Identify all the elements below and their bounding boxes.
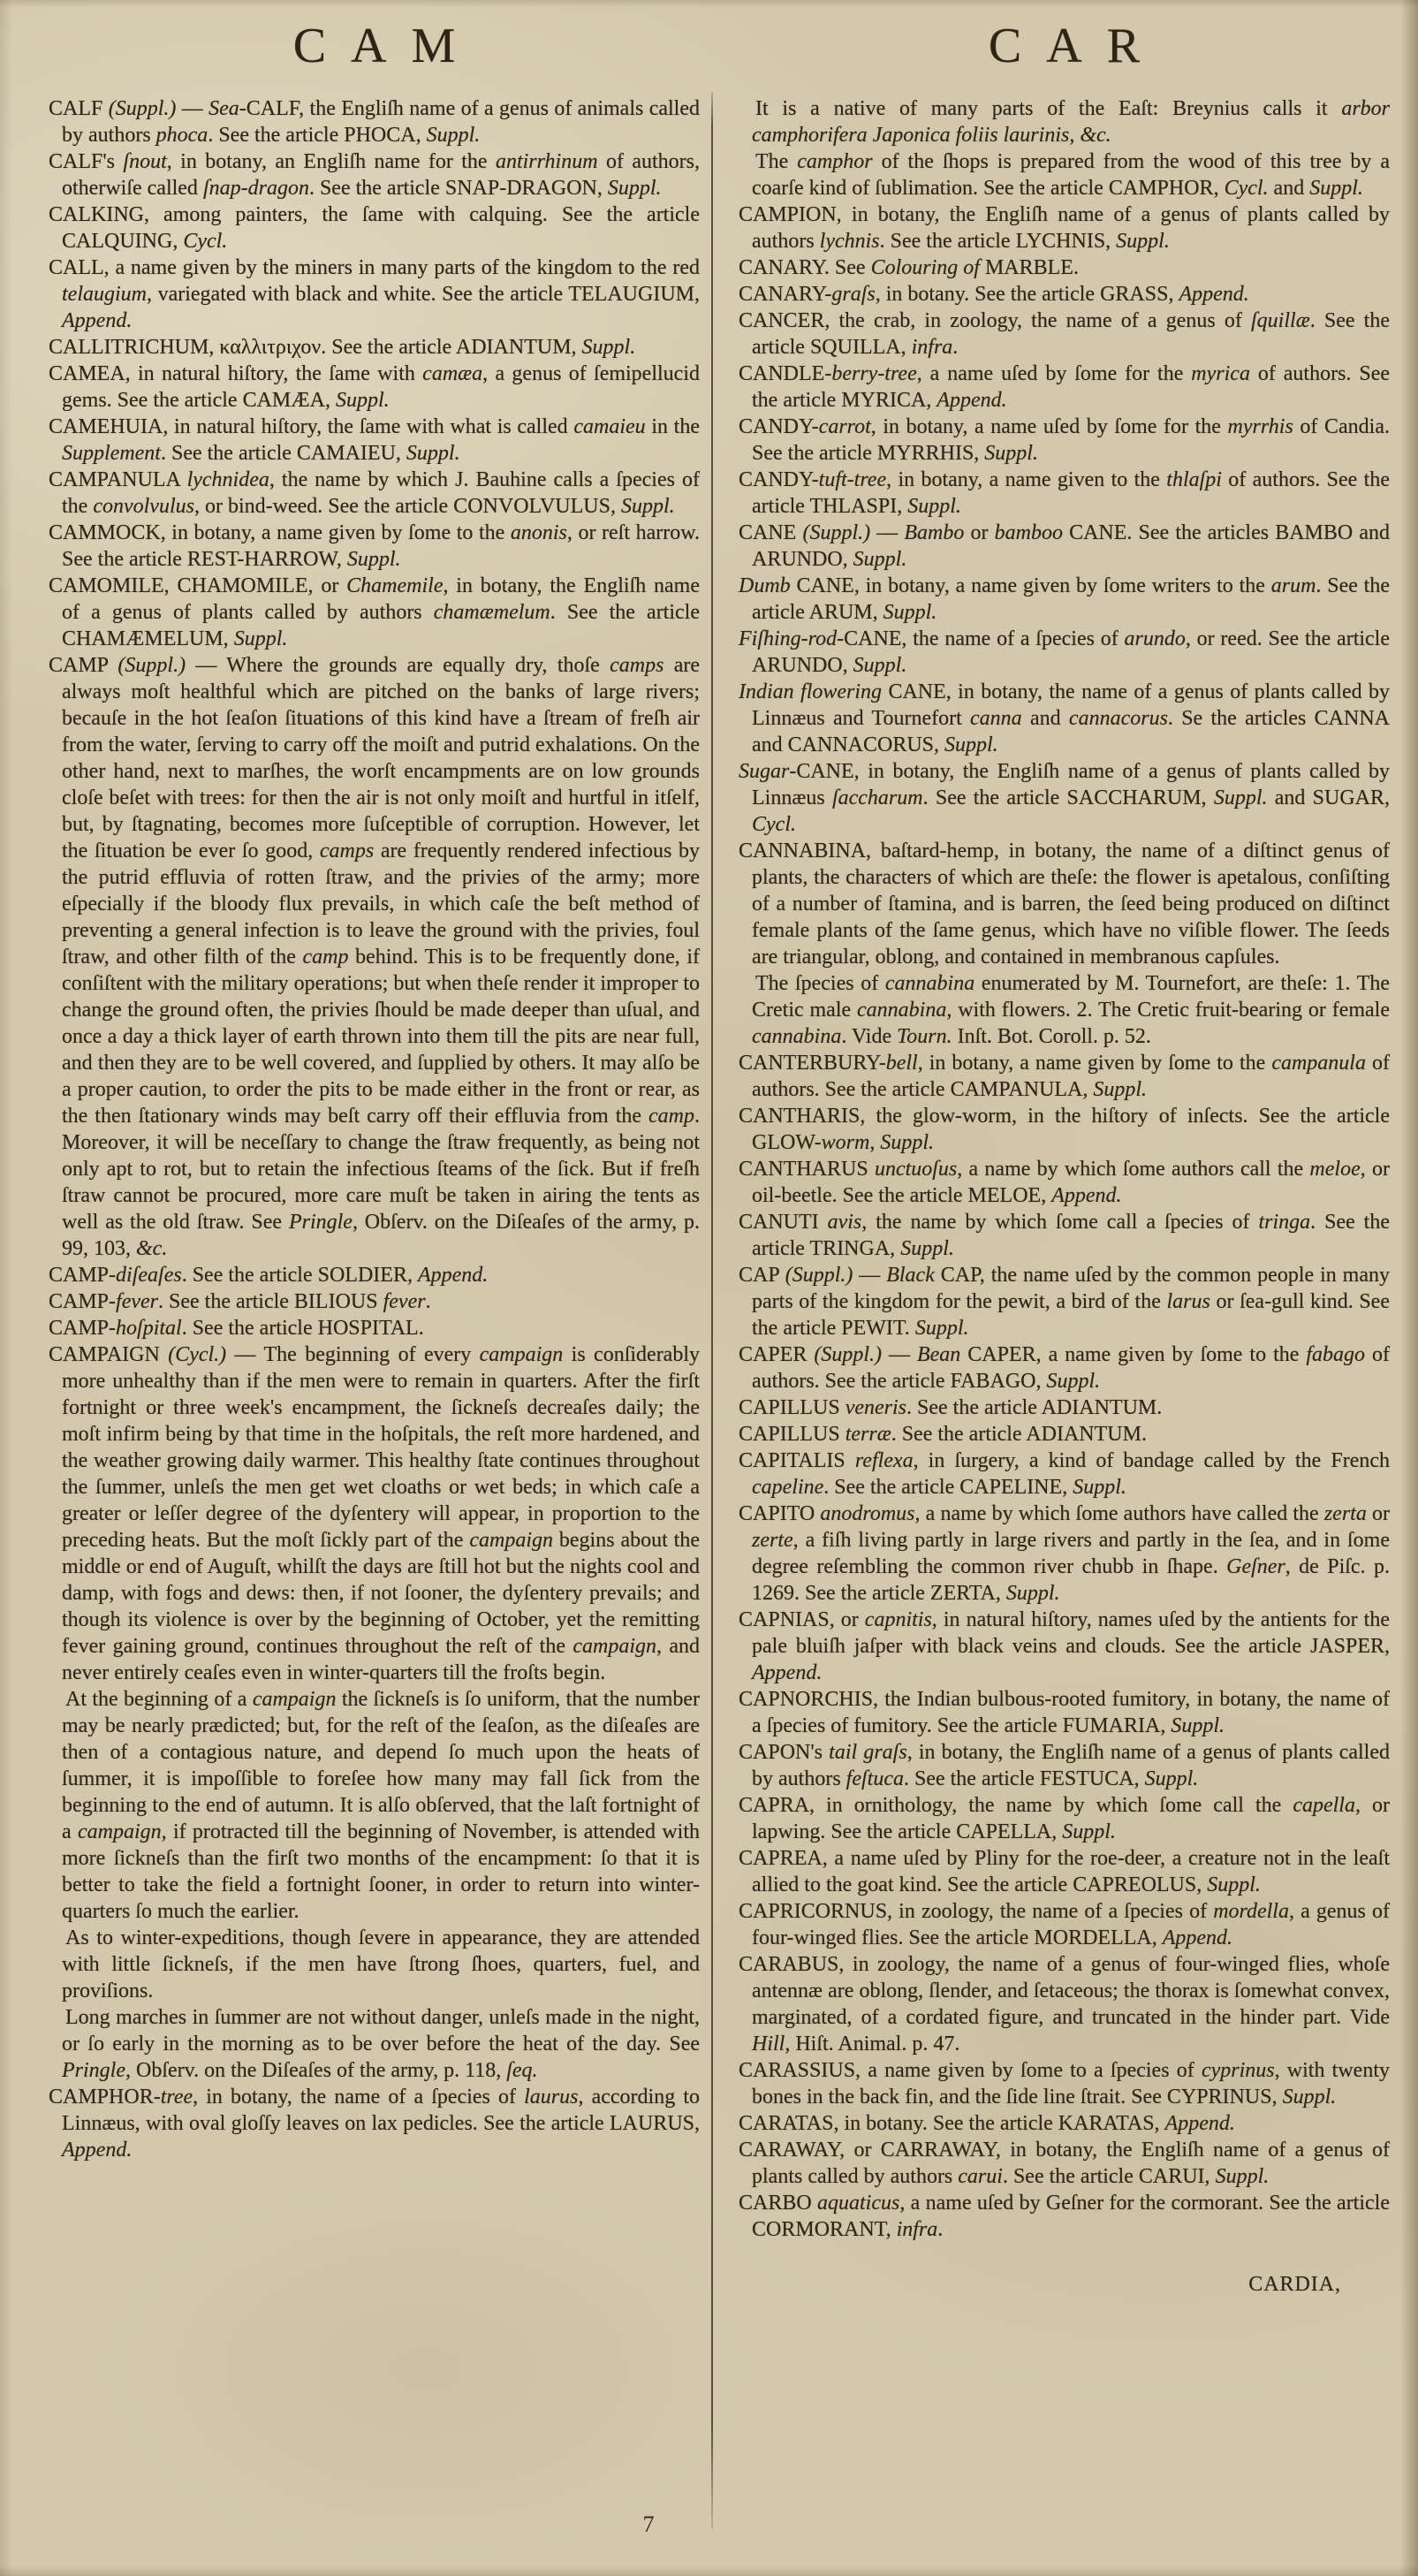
dictionary-entry: CAPREA, a name uſed by Pliny for the roe-deer, a creature not in the leaſt allied to the goat kind. See the article CAPREOLUS, Suppl. — [739, 1847, 1390, 1896]
column-cam — [49, 95, 700, 2163]
dictionary-entry: CARATAS, in botany. See the article KARATAS, Append. — [739, 2112, 1235, 2135]
dictionary-entry: CAMEA, in natural hiſtory, the ſame with camæa, a genus of ſemipellucid gems. See the article CAMÆA, Suppl. — [49, 362, 700, 412]
dictionary-entry: CANUTI avis, the name by which ſome call a ſpecies of tringa. See the article TRINGA, Suppl. — [739, 1211, 1390, 1260]
dictionary-entry: CALL, a name given by the miners in many parts of the kingdom to the red telaugium, variegated with black and white. See the article TELAUGIUM, Append. — [49, 256, 700, 332]
dictionary-entry: CARASSIUS, a name given by ſome to a ſpecies of cyprinus, with twenty bones in the back fin, and the ſide line ſtrait. See CYPRINUS, Suppl. — [739, 2059, 1390, 2109]
column-divider-rule — [711, 92, 713, 2529]
dictionary-entry: CALLITRICHUM, καλλιτριχον. See the article ADIANTUM, Suppl. — [49, 336, 636, 359]
dictionary-entry: Fiſhing-rod-CANE, the name of a ſpecies of arundo, or reed. See the article ARUNDO, Suppl. — [739, 627, 1391, 677]
continuation-paragraph: It is a native of many parts of the Eaſt: Breynius calls it arbor camphorifera Japonica foliis laurinis, &c. — [752, 97, 1390, 147]
dictionary-entry: CAPRA, in ornithology, the name by which ſome call the capella, or lapwing. See the article CAPELLA, Suppl. — [739, 1794, 1390, 1843]
dictionary-entry: CAMP-fever. See the article BILIOUS fever. — [49, 1290, 431, 1313]
continuation-paragraph: As to winter-expeditions, though ſevere in appearance, they are attended with little ſickneſs, if the men have ſtrong ſhoes, quarters, fuel, and proviſions. — [62, 1926, 700, 2002]
dictionary-entry: CALKING, among painters, the ſame with calquing. See the article CALQUING, Cycl. — [49, 203, 700, 253]
dictionary-entry: CANDY-tuft-tree, in botany, a name given to the thlaſpi of authors. See the article THLASPI, Suppl. — [739, 468, 1390, 518]
dictionary-entry: CAPER (Suppl.) — Bean CAPER, a name given by ſome to the fabago of authors. See the article FABAGO, Suppl. — [739, 1343, 1391, 1393]
dictionary-entry: CANTHARIS, the glow-worm, in the hiſtory of inſects. See the article GLOW-worm, Suppl. — [739, 1105, 1390, 1154]
continuation-paragraph: The ſpecies of cannabina enumerated by M. Tournefort, are theſe: 1. The Cretic male cannabina, with flowers. 2. The Cretic fruit-bearing or female cannabina. Vide Tourn. Inſt. Bot. Coroll. p. 52. — [752, 972, 1391, 1048]
dictionary-entry: CANDLE-berry-tree, a name uſed by ſome for the myrica of authors. See the article MYRICA, Append. — [739, 362, 1390, 412]
signature-mark: 7 — [642, 2511, 655, 2537]
dictionary-entry: CAMEHUIA, in natural hiſtory, the ſame with what is called camaieu in the Supplement. See the article CAMAIEU, Suppl. — [49, 415, 700, 465]
dictionary-entry: CAPILLUS veneris. See the article ADIANTUM. — [739, 1396, 1163, 1419]
dictionary-entry: CALF (Suppl.) — Sea-CALF, the Engliſh name of a genus of animals called by authors phoca. See the article PHOCA, Suppl. — [49, 97, 700, 147]
dictionary-entry: CAMMOCK, in botany, a name given by ſome to the anonis, or reſt harrow. See the article REST-HARROW, Suppl. — [49, 521, 700, 571]
dictionary-entry: CAMPHOR-tree, in botany, the name of a ſpecies of laurus, according to Linnæus, with oval gloſſy leaves on lax pedicles. See the article LAURUS, Append. — [49, 2086, 700, 2162]
dictionary-entry: CAPNORCHIS, the Indian bulbous-rooted fumitory, in botany, the name of a ſpecies of fumitory. See the article FUMARIA, Suppl. — [739, 1688, 1390, 1737]
catchword: CARDIA, — [1248, 2273, 1341, 2296]
dictionary-entry: CAP (Suppl.) — Black CAP, the name uſed by the common people in many parts of the kingdom for the pewit, a bird of the larus or ſea-gull kind. See the article PEWIT. Suppl. — [739, 1264, 1390, 1340]
dictionary-entry: CAMOMILE, CHAMOMILE, or Chamemile, in botany, the Engliſh name of a genus of plants called by authors chamæmelum. See the article CHAMÆMELUM, Suppl. — [49, 574, 701, 650]
dictionary-entry: CANE (Suppl.) — Bambo or bamboo CANE. See the articles BAMBO and ARUNDO, Suppl. — [739, 521, 1390, 571]
dictionary-entry: Dumb CANE, in botany, a name given by ſome writers to the arum. See the article ARUM, Suppl. — [739, 574, 1390, 624]
dictionary-entry: CANTHARUS unctuoſus, a name by which ſome authors call the meloe, or oil-beetle. See the article MELOE, Append. — [739, 1158, 1390, 1207]
dictionary-entry: CALF's ſnout, in botany, an Engliſh name for the antirrhinum of authors, otherwiſe called ſnap-dragon. See the article SNAP-DRAGON, Suppl. — [49, 150, 700, 200]
dictionary-entry: CAPRICORNUS, in zoology, the name of a ſpecies of mordella, a genus of four-winged flies. See the article MORDELLA, Append. — [739, 1900, 1390, 1949]
dictionary-entry: CAPILLUS terræ. See the article ADIANTUM. — [739, 1423, 1147, 1446]
dictionary-entry: CARBO aquaticus, a name uſed by Geſner for the cormorant. See the article CORMORANT, infra. — [739, 2192, 1390, 2241]
dictionary-entry: CAMPION, in botany, the Engliſh name of a genus of plants called by authors lychnis. See the article LYCHNIS, Suppl. — [739, 203, 1390, 253]
continuation-paragraph: At the beginning of a campaign the ſickneſs is ſo uniform, that the number may be nearly prædicted; but, for the reſt of the ſeaſon, as the diſeaſes are then of a contagious nature, and depend ſo much upon the heats of ſummer, it is impoſſible to foreſee how many may fall ſick from the beginning to the end of autumn. It is alſo obſerved, that the laſt fortnight of a campaign, if protracted till the beginning of November, is attended with more ſickneſs than the firſt two months of the encampment: ſo that it is better to take the field a fortnight ſooner, in order to return into winter-quarters ſo much the earlier. — [62, 1688, 701, 1923]
dictionary-entry: CANNABINA, baſtard-hemp, in botany, the name of a diſtinct genus of plants, the characters of which are theſe: the flower is apetalous, conſiſting of a number of ſtamina, and is barren, the ſeed being produced on diſtinct female plants of the ſame genus, which have no viſible flower. The ſeeds are triangular, oblong, and contained in membranous capſules. — [739, 840, 1390, 969]
dictionary-entry: CAPITALIS reflexa, in ſurgery, a kind of bandage called by the French capeline. See the article CAPELINE, Suppl. — [739, 1449, 1390, 1499]
dictionary-entry: CAMP-diſeaſes. See the article SOLDIER, Append. — [49, 1264, 489, 1287]
dictionary-entry: CARABUS, in zoology, the name of a genus of four-winged flies, whoſe antennæ are oblong, ſlender, and ſetaceous; the thorax is ſomewhat convex, marginated, of a cordated figure, and truncated in the hinder part. Vide Hill, Hiſt. Animal. p. 47. — [739, 1953, 1390, 2055]
continuation-paragraph: The camphor of the ſhops is prepared from the wood of this tree by a coarſe kind of ſublimation. See the article CAMPHOR, Cycl. and Suppl. — [752, 150, 1391, 200]
running-head-car: CAR — [988, 19, 1165, 73]
dictionary-entry: CARAWAY, or CARRAWAY, in botany, the Engliſh name of a genus of plants called by authors carui. See the article CARUI, Suppl. — [739, 2139, 1390, 2188]
dictionary-entry: CAPITO anodromus, a name by which ſome authors have called the zerta or zerte, a fiſh living partly in large rivers and partly in the ſea, and in ſome degree reſembling the common river chubb in ſhape. Geſner, de Piſc. p. 1269. See the article ZERTA, Suppl. — [739, 1502, 1390, 1605]
running-head-cam: CAM — [292, 19, 481, 73]
dictionary-entry: CAPNIAS, or capnitis, in natural hiſtory, names uſed by the antients for the pale bluiſh jaſper with black veins and clouds. See the article JASPER, Append. — [739, 1608, 1390, 1684]
dictionary-entry: Sugar-CANE, in botany, the Engliſh name of a genus of plants called by Linnæus ſaccharum. See the article SACCHARUM, Suppl. and SUGAR, Cycl. — [739, 760, 1390, 836]
dictionary-entry: CANTERBURY-bell, in botany, a name given by ſome to the campanula of authors. See the article CAMPANULA, Suppl. — [739, 1052, 1390, 1101]
dictionary-entry: CANARY. See Colouring of MARBLE. — [739, 256, 1079, 279]
column-car — [739, 95, 1390, 2298]
dictionary-entry: CAMP-hoſpital. See the article HOSPITAL. — [49, 1317, 424, 1340]
dictionary-entry: CAMPANULA lychnidea, the name by which J. Bauhine calls a ſpecies of the convolvulus, or bind-weed. See the article CONVOLVULUS, Suppl. — [49, 468, 700, 518]
continuation-paragraph: Long marches in ſummer are not without danger, unleſs made in the night, or ſo early in the morning as to be over before the heat of the day. See Pringle, Obſerv. on the Diſeaſes of the army, p. 118, ſeq. — [62, 2006, 700, 2082]
dictionary-entry: CANCER, the crab, in zoology, the name of a genus of ſquillæ. See the article SQUILLA, infra. — [739, 309, 1390, 359]
dictionary-entry: CAPON's tail graſs, in botany, the Engliſh name of a genus of plants called by authors feſtuca. See the article FESTUCA, Suppl. — [739, 1741, 1391, 1790]
dictionary-entry: Indian flowering CANE, in botany, the name of a genus of plants called by Linnæus and Tournefort canna and cannacorus. Se the articles CANNA and CANNACORUS, Suppl. — [739, 680, 1390, 756]
dictionary-entry: CANDY-carrot, in botany, a name uſed by ſome for the myrrhis of Candia. See the article MYRRHIS, Suppl. — [739, 415, 1390, 465]
dictionary-entry: CAMPAIGN (Cycl.) — The beginning of every campaign is conſiderably more unhealthy than if the men were to remain in quarters. After the firſt fortnight or three week's encampment, the ſickneſs decreaſes daily; the moſt infirm being by that time in the hoſpitals, the reſt more hardened, and the weather growing daily warmer. This healthy ſtate continues throughout the ſummer, unleſs the men get wet cloaths or wet beds; in which caſe a greater or leſſer degree of the dyſentery will appear, in proportion to the preceding heats. But the moſt ſickly part of the campaign begins about the middle or end of Auguſt, whilſt the days are ſtill hot but the nights cool and damp, with fogs and dews: then, if not ſooner, the dyſentery prevails; and though its violence is over by the beginning of October, yet the remitting fever gaining ground, continues throughout the reſt of the campaign, and never entirely ceaſes even in winter-quarters till the froſts begin. — [49, 1343, 701, 1684]
dictionary-entry: CAMP (Suppl.) — Where the grounds are equally dry, thoſe camps are always moſt healthful which are pitched on the banks of large rivers; becauſe in the hot ſeaſon ſituations of this kind have a ſtream of freſh air from the water, ſerving to carry off the moiſt and putrid exhalations. On the other hand, next to marſhes, the worſt encampments are on low grounds cloſe beſet with trees: for then the air is not only moiſt and hurtful in itſelf, but, by ſtagnating, becomes more ſuſceptible of corruption. However, let the ſituation be ever ſo good, camps are frequently rendered infectious by the putrid effluvia of rotten ſtraw, and the privies of the army; more eſpecially if the bloody flux prevails, in which caſe the beſt method of preventing a general infection is to leave the ground with the privies, foul ſtraw, and other filth of the camp behind. This is to be frequently done, if conſiſtent with the military operations; but when theſe render it improper to change the ground often, the privies ſhould be made deeper than uſual, and once a day a thick layer of earth thrown into them till the pits are near full, and then they are to be well covered, and ſupplied by others. It may alſo be a proper caution, to order the pits to be made either in the front or rear, as the then ſtationary winds may beſt carry off their effluvia from the camp. Moreover, it will be neceſſary to change the ſtraw frequently, as being not only apt to rot, but to retain the infectious ſteams of the ſick. But if freſh ſtraw cannot be procured, more care muſt be taken in airing the tents as well as the old ſtraw. See Pringle, Obſerv. on the Diſeaſes of the army, p. 99, 103, &c. — [49, 654, 701, 1260]
dictionary-entry: CANARY-graſs, in botany. See the article GRASS, Append. — [739, 283, 1249, 306]
